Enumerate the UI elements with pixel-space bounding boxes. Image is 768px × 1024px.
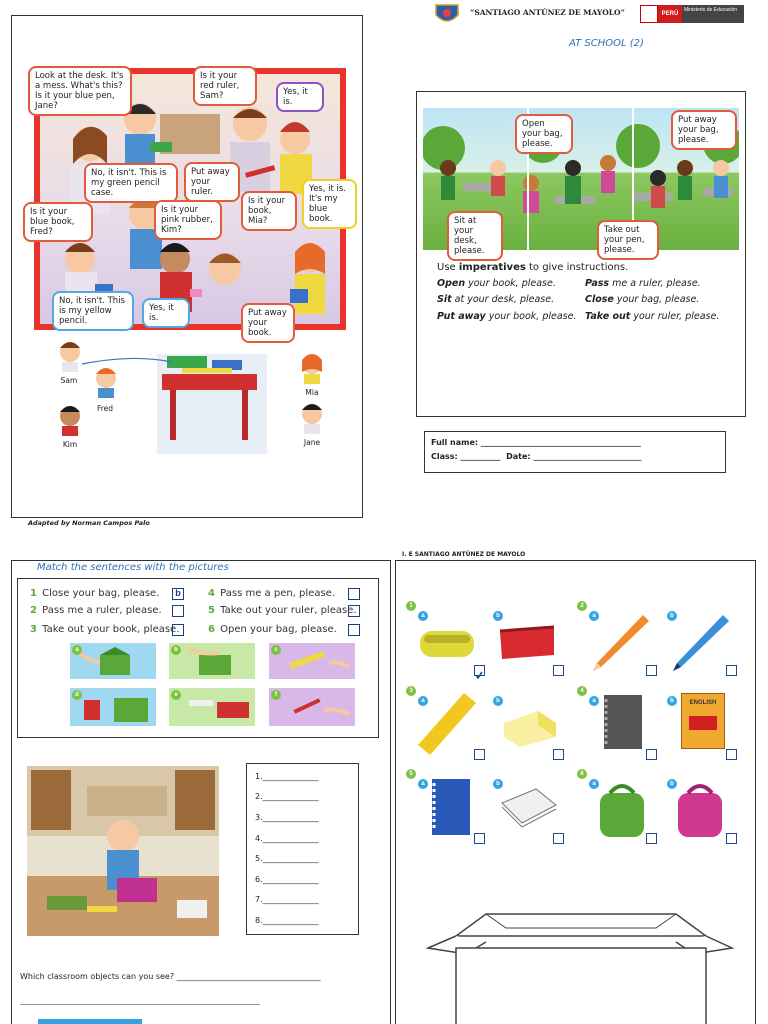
checkbox-4b[interactable] <box>726 749 737 760</box>
match-picture-f <box>269 688 355 726</box>
match-picture-e <box>169 688 255 726</box>
answer-line-2[interactable]: 2.______________ <box>255 792 319 801</box>
class-label: Class: <box>431 452 458 461</box>
paper-stack-icon <box>496 783 560 829</box>
group-num-1: 1 <box>406 601 416 611</box>
imp-rest: your ruler, please. <box>630 311 720 322</box>
imp-row-2-right <box>585 294 699 305</box>
match-panel <box>17 578 379 738</box>
bubble-open-bag: Open your bag, please. <box>515 114 573 154</box>
checkbox-6b[interactable] <box>726 833 737 844</box>
match-text: Close your bag, please. <box>42 588 160 599</box>
objects-header: I. E SANTIAGO ANTÚNEZ DE MAYOLO <box>402 551 526 558</box>
blue-pen-icon <box>671 611 731 673</box>
imp-verb: Close <box>585 294 614 305</box>
answer-line-5[interactable]: 5.______________ <box>255 854 319 863</box>
imp-verb: Pass <box>585 278 610 289</box>
checkbox-3b[interactable] <box>553 749 564 760</box>
class-date-row <box>431 452 641 461</box>
checkbox-2a[interactable] <box>646 665 657 676</box>
question-row <box>20 972 321 981</box>
imp-verb: Sit <box>437 294 452 305</box>
match-picture-d <box>70 688 156 726</box>
letter-1b: b <box>493 611 503 621</box>
match-text: Take out your ruler, please. <box>220 605 357 616</box>
pic-letter: a <box>72 645 82 655</box>
question-answer-line[interactable]: ____________________________________ <box>176 972 321 981</box>
imp-rest: me a ruler, please. <box>609 278 701 289</box>
match-text: Pass me a ruler, please. <box>42 605 162 616</box>
answer-line-6[interactable]: 6.______________ <box>255 875 319 884</box>
notebook-icon <box>600 693 646 753</box>
match-item-2 <box>30 605 162 616</box>
imp-rest: at your desk, please. <box>451 294 555 305</box>
ruler-icon <box>416 691 478 757</box>
name-jane: Jane <box>303 438 321 447</box>
match-num: 5 <box>208 605 215 616</box>
imp-verb: Take out <box>585 311 631 322</box>
date-label: Date: <box>506 452 531 461</box>
pic-letter: f <box>271 690 281 700</box>
match-item-5 <box>208 605 357 616</box>
checkbox-4a[interactable] <box>646 749 657 760</box>
imp-row-1-right <box>585 278 701 289</box>
answer-line-1[interactable]: 1.______________ <box>255 772 319 781</box>
match-answer-5[interactable] <box>348 605 360 617</box>
red-pencil-case-icon <box>496 619 558 663</box>
name-fred: Fred <box>96 404 114 413</box>
checkbox-1b[interactable] <box>553 665 564 676</box>
school-name: “SANTIAGO ANTÚNEZ DE MAYOLO” <box>470 8 625 17</box>
letter-3b: b <box>493 696 503 706</box>
pic-letter: c <box>271 645 281 655</box>
bubble-book-mia: Is it your book, Mia? <box>241 191 297 231</box>
full-name-field[interactable]: ________________________________________ <box>480 438 641 447</box>
bubble-take-out-pen: Take out your pen, please. <box>597 220 659 260</box>
bottom-left-page-top <box>11 560 391 561</box>
name-sam: Sam <box>60 376 78 385</box>
checkbox-1a[interactable] <box>474 665 485 676</box>
orange-pencil-icon <box>591 611 651 673</box>
bubble-yes-1: Yes, it is. <box>276 82 324 112</box>
answer-list <box>246 763 359 935</box>
match-answer-2[interactable] <box>172 605 184 617</box>
class-field[interactable]: __________ <box>460 452 501 461</box>
bubble-green-case: No, it isn't. This is my green pencil case. <box>84 163 178 203</box>
letter-6b: b <box>667 779 677 789</box>
match-answer-4[interactable] <box>348 588 360 600</box>
checkbox-5b[interactable] <box>553 833 564 844</box>
bubble-sit-desk: Sit at your desk, please. <box>447 211 503 261</box>
imp-verb: Open <box>437 278 466 289</box>
imp-rest: your book, please. <box>485 311 577 322</box>
instructions-panel <box>416 91 746 417</box>
imp-row-3-left <box>437 311 576 322</box>
match-item-3 <box>30 624 179 635</box>
page-title: AT SCHOOL (2) <box>569 38 644 49</box>
letter-2b: b <box>667 611 677 621</box>
pic-letter: e <box>171 690 181 700</box>
imp-row-1-left <box>437 278 556 289</box>
match-item-1 <box>30 588 159 599</box>
letter-6a: a <box>589 779 599 789</box>
letter-5b: b <box>493 779 503 789</box>
ministry-label: Ministerio de Educación <box>682 5 744 23</box>
credit-text: Adapted by Norman Campos Palo <box>28 519 150 527</box>
letter-4b: b <box>667 696 677 706</box>
full-name-label: Full name: <box>431 438 479 447</box>
bubble-jane-pen: Look at the desk. It's a mess. What's this? Is it your blue pen, Jane? <box>28 66 132 116</box>
match-item-6 <box>208 624 337 635</box>
peru-logo <box>640 5 744 23</box>
bubble-put-book: Put away your book. <box>241 303 295 343</box>
group-num-6: 6 <box>577 769 587 779</box>
comic-panel <box>11 15 363 518</box>
english-book-icon <box>681 693 725 749</box>
blue-tab-decoration <box>38 1019 142 1024</box>
question-answer-line-2[interactable]: ____________________________________________________________ <box>20 996 260 1005</box>
letter-1a: a <box>418 611 428 621</box>
group-num-3: 3 <box>406 686 416 696</box>
imp-rest: your bag, please. <box>613 294 700 305</box>
match-answer-3[interactable] <box>172 624 184 636</box>
answer-line-4[interactable]: 4.______________ <box>255 834 319 843</box>
classroom-illustration <box>27 766 219 936</box>
date-field[interactable]: ___________________________ <box>533 452 642 461</box>
letter-4a: a <box>589 696 599 706</box>
rubber-icon <box>498 703 560 749</box>
bus-icon <box>689 716 717 730</box>
peru-shield-icon <box>640 5 658 23</box>
match-text: Take out your book, please. <box>42 624 180 635</box>
group-num-2: 2 <box>577 601 587 611</box>
letter-3a: a <box>418 696 428 706</box>
question-text: Which classroom objects can you see? <box>20 972 175 981</box>
bubble-put-away-bag: Put away your bag, please. <box>671 110 737 150</box>
pencil-case-icon <box>418 621 478 661</box>
match-num: 2 <box>30 605 37 616</box>
objects-panel <box>395 560 756 1024</box>
match-text: Open your bag, please. <box>220 624 337 635</box>
match-title: Match the sentences with the pictures <box>37 562 229 573</box>
match-text: Pass me a pen, please. <box>220 588 335 599</box>
peru-label: PERÚ <box>658 5 682 23</box>
match-num: 1 <box>30 588 37 599</box>
bubble-put-ruler: Put away your ruler. <box>184 162 240 202</box>
name-mia: Mia <box>305 388 319 397</box>
match-answer-1[interactable]: b <box>172 588 184 600</box>
bubble-red-ruler: Is it your red ruler, Sam? <box>193 66 257 106</box>
answer-line-7[interactable]: 7.______________ <box>255 895 319 904</box>
student-info-form <box>424 431 726 473</box>
answer-line-3[interactable]: 3.______________ <box>255 813 319 822</box>
classroom-scene <box>27 766 219 936</box>
match-picture-b <box>169 643 255 679</box>
match-item-4 <box>208 588 335 599</box>
name-kim: Kim <box>62 440 78 449</box>
blue-notebook-icon <box>426 777 474 839</box>
school-logo-icon <box>434 3 460 27</box>
imperatives-intro <box>437 262 628 273</box>
match-num: 6 <box>208 624 215 635</box>
bubble-yes-2: Yes, it is. <box>142 298 190 328</box>
open-box-icon <box>426 906 736 1024</box>
full-name-row <box>431 438 641 447</box>
intro-pre: Use <box>437 262 459 273</box>
checkbox-5a[interactable] <box>474 833 485 844</box>
letter-5a: a <box>418 779 428 789</box>
intro-post: to give instructions. <box>525 262 629 273</box>
bubble-yellow-pencil: No, it isn't. This is my yellow pencil. <box>52 291 134 331</box>
desk-illustration <box>12 334 364 474</box>
match-num: 4 <box>208 588 215 599</box>
match-answer-6[interactable] <box>348 624 360 636</box>
pic-letter: d <box>72 690 82 700</box>
match-picture-c <box>269 643 355 679</box>
intro-bold: imperatives <box>458 262 526 273</box>
imp-row-3-right <box>585 311 719 322</box>
imp-rest: your book, please. <box>465 278 556 289</box>
bubble-pink-rubber: Is it your pink rubber, Kim? <box>154 200 222 240</box>
pink-backpack-icon <box>672 779 728 839</box>
english-book-title: ENGLISH <box>689 700 717 706</box>
match-num: 3 <box>30 624 37 635</box>
bubble-blue-book-fred: Is it your blue book, Fred? <box>23 202 93 242</box>
bottom-left-page <box>11 560 12 1024</box>
group-num-5: 5 <box>406 769 416 779</box>
imp-row-2-left <box>437 294 554 305</box>
checkbox-6a[interactable] <box>646 833 657 844</box>
green-backpack-icon <box>594 779 650 839</box>
group-num-4: 4 <box>577 686 587 696</box>
checkbox-2b[interactable] <box>726 665 737 676</box>
letter-2a: a <box>589 611 599 621</box>
checkbox-3a[interactable] <box>474 749 485 760</box>
imp-verb: Put away <box>437 311 486 322</box>
answer-line-8[interactable]: 8.______________ <box>255 916 319 925</box>
bottom-left-page-right <box>390 560 391 1024</box>
pic-letter: b <box>171 645 181 655</box>
bubble-my-blue-book: Yes, it is. It's my blue book. <box>302 179 357 229</box>
match-picture-a <box>70 643 156 679</box>
